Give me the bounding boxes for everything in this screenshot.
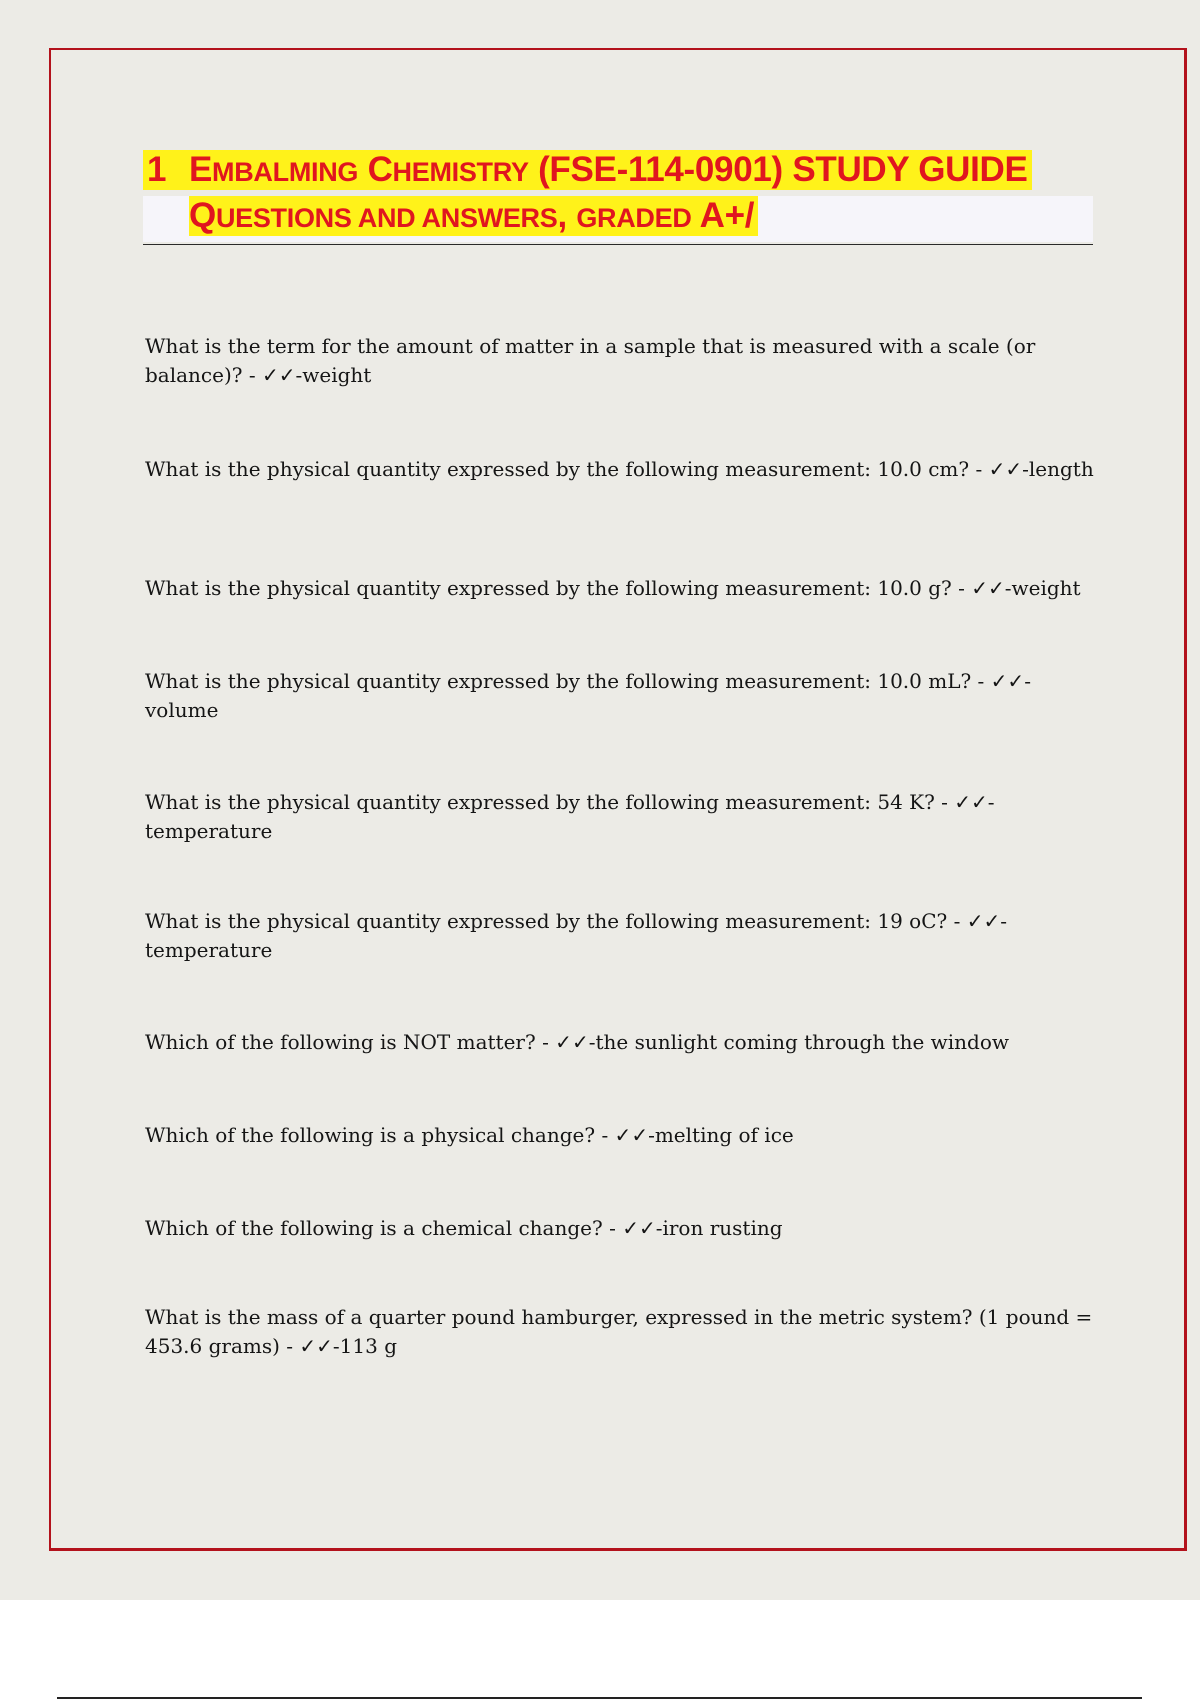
qa-item-10: What is the mass of a quarter pound hamburger, expressed in the metric system? (1 pound = 453.6 grams) - ✓✓-113 g (145, 1305, 1093, 1358)
footer-rule (57, 1697, 1142, 1699)
qa-item-2: What is the physical quantity expressed by the following measurement: 10.0 cm? - ✓✓-length (145, 457, 1094, 481)
qa-item-5: What is the physical quantity expressed by the following measurement: 54 K? - ✓✓-temperature (145, 790, 995, 843)
heading-underline (143, 244, 1093, 245)
qa-item-1: What is the term for the amount of matter in a sample that is measured with a scale (or balance)? - ✓✓-weight (145, 334, 1036, 387)
heading-subtitle: QUESTIONS AND ANSWERS, GRADED A+/ (189, 196, 758, 236)
heading-line-1 (143, 150, 1093, 196)
qa-item-4: What is the physical quantity expressed by the following measurement: 10.0 mL? - ✓✓-volume (145, 669, 1031, 722)
qa-item-8: Which of the following is a physical change? - ✓✓-melting of ice (145, 1123, 794, 1147)
qa-item-6: What is the physical quantity expressed by the following measurement: 19 oC? - ✓✓-temperature (145, 909, 1007, 962)
qa-item-9: Which of the following is a chemical change? - ✓✓-iron rusting (145, 1216, 783, 1240)
document-heading (143, 150, 1093, 242)
heading-title: EMBALMING CHEMISTRY (FSE-114-0901) STUDY GUIDE (189, 150, 1032, 190)
qa-item-7: Which of the following is NOT matter? - ✓✓-the sunlight coming through the window (145, 1030, 1010, 1054)
heading-number: 1 (143, 150, 189, 190)
heading-line-2 (143, 196, 1093, 242)
qa-item-3: What is the physical quantity expressed by the following measurement: 10.0 g? - ✓✓-weight (145, 576, 1081, 600)
